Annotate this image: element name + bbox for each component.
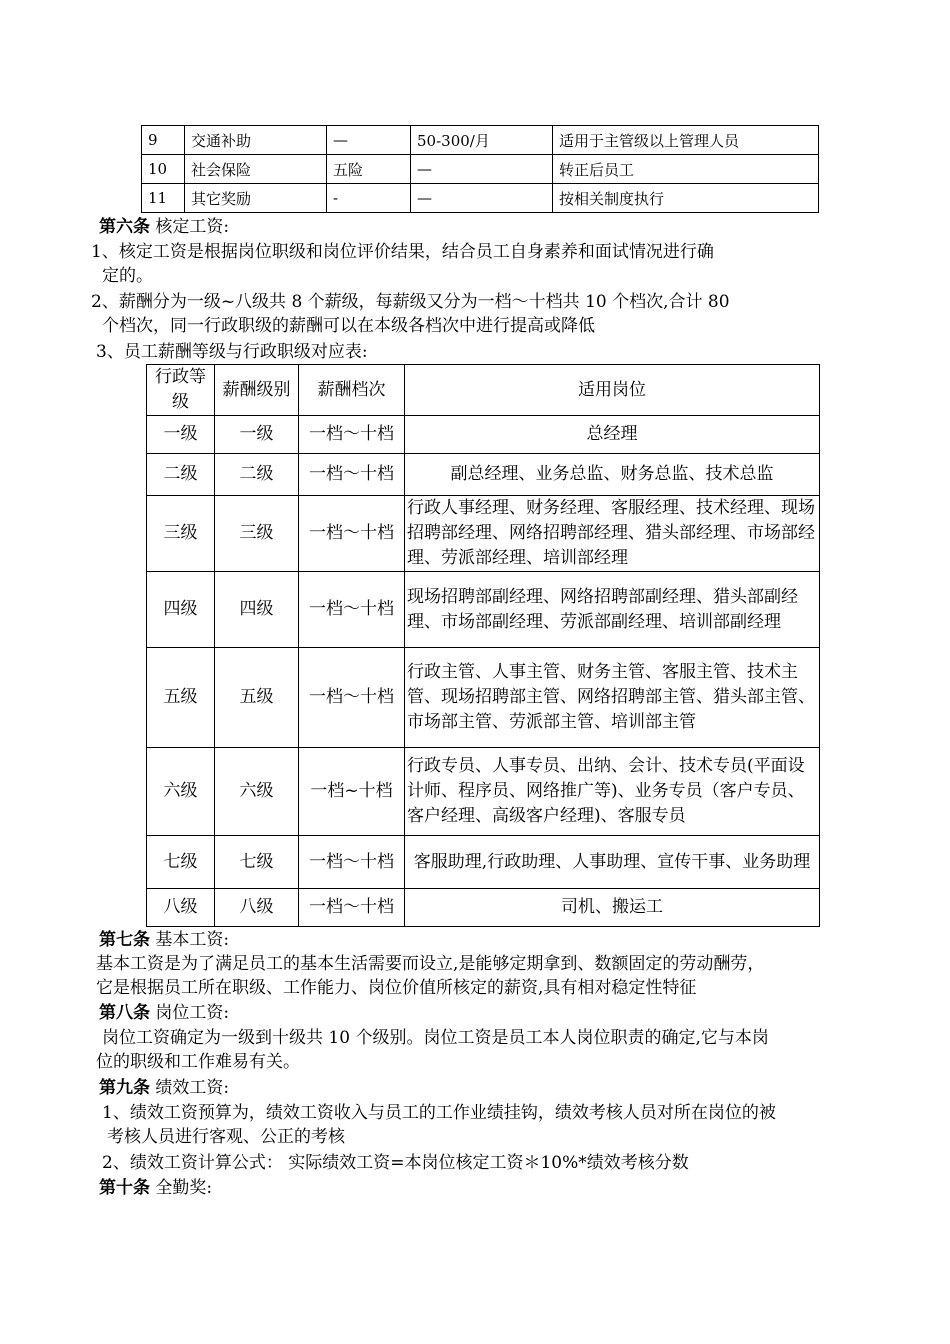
row-number: 11 — [142, 184, 185, 213]
pay-tier: 一档～十档 — [299, 889, 405, 927]
paragraph: 它是根据员工所在职级、工作能力、岗位价值所核定的薪资,具有相对稳定性特征 — [96, 978, 697, 998]
paragraph: 岗位工资确定为一级到十级共 10 个级别。岗位工资是员工本人岗位职责的确定,它与本岗 — [102, 1028, 769, 1048]
admin-grade: 三级 — [147, 496, 215, 572]
paragraph: 2、薪酬分为一级~八级共 8 个薪级，每薪级又分为一档～十档共 10 个档次,合计 80 — [91, 292, 730, 312]
admin-grade: 一级 — [147, 416, 215, 454]
item-name: 交通补助 — [185, 126, 327, 155]
pay-grade: 七级 — [215, 836, 299, 889]
header-admin-grade: 行政等级 — [147, 365, 215, 416]
item-amount: — — [411, 184, 553, 213]
paragraph: 2、绩效工资计算公式： 实际绩效工资=本岗位核定工资＊10%*绩效考核分数 — [102, 1153, 689, 1173]
paragraph: 3、员工薪酬等级与行政职级对应表: — [96, 342, 368, 362]
paragraph: 基本工资是为了满足员工的基本生活需要而设立,是能够定期拿到、数额固定的劳动酬劳， — [96, 954, 765, 974]
article-number: 第七条 — [99, 930, 150, 950]
paragraph: 1、核定工资是根据岗位职级和岗位评价结果，结合员工自身素养和面试情况进行确 — [91, 242, 714, 262]
item-note: 转正后员工 — [553, 155, 819, 184]
pay-tier: 一档～十档 — [299, 572, 405, 648]
article-number: 第六条 — [99, 217, 150, 237]
table-row — [147, 889, 820, 927]
table-row — [147, 416, 820, 454]
row-number: 9 — [142, 126, 185, 155]
pay-grade: 五级 — [215, 648, 299, 748]
item-type: — — [327, 126, 411, 155]
table-row — [147, 454, 820, 496]
pay-grade: 六级 — [215, 748, 299, 836]
pay-tier: 一档～十档 — [299, 648, 405, 748]
article-6-heading — [99, 215, 229, 239]
item-type: 五险 — [327, 155, 411, 184]
article-number: 第十条 — [99, 1178, 150, 1198]
admin-grade: 二级 — [147, 454, 215, 496]
admin-grade: 四级 — [147, 572, 215, 648]
paragraph: 个档次，同一行政职级的薪酬可以在本级各档次中进行提高或降低 — [102, 316, 595, 336]
table-row — [147, 836, 820, 889]
article-number: 第八条 — [99, 1003, 150, 1023]
pay-tier: 一档～十档 — [299, 836, 405, 889]
table-row — [147, 748, 820, 836]
admin-grade: 五级 — [147, 648, 215, 748]
positions: 客服助理,行政助理、人事助理、宣传干事、业务助理 — [405, 836, 820, 889]
pay-grade: 八级 — [215, 889, 299, 927]
header-positions: 适用岗位 — [405, 365, 820, 416]
pay-tier: 一档～十档 — [299, 454, 405, 496]
row-number: 10 — [142, 155, 185, 184]
positions: 行政主管、人事主管、财务主管、客服主管、技术主管、现场招聘部主管、网络招聘部主管、猎头部主管、市场部主管、劳派部主管、培训部主管 — [405, 648, 820, 748]
allowance-table — [141, 125, 819, 213]
positions: 行政专员、人事专员、出纳、会计、技术专员(平面设计师、程序员、网络推广等)、业务专员（客户专员、客户经理、高级客户经理)、客服专员 — [405, 748, 820, 836]
article-number: 第九条 — [99, 1078, 150, 1098]
paragraph: 1、绩效工资预算为，绩效工资收入与员工的工作业绩挂钩，绩效考核人员对所在岗位的被 — [102, 1103, 776, 1123]
article-9-heading — [99, 1076, 229, 1100]
article-10-heading — [99, 1176, 212, 1200]
positions: 司机、搬运工 — [405, 889, 820, 927]
item-type: - — [327, 184, 411, 213]
table-row — [142, 155, 819, 184]
positions: 现场招聘部副经理、网络招聘部副经理、猎头部副经理、市场部副经理、劳派部副经理、培训部副经理 — [405, 572, 820, 648]
article-title: 全勤奖: — [155, 1178, 213, 1198]
item-name: 其它奖励 — [185, 184, 327, 213]
pay-grade: 二级 — [215, 454, 299, 496]
admin-grade: 八级 — [147, 889, 215, 927]
item-amount: 50-300/月 — [411, 126, 553, 155]
positions: 行政人事经理、财务经理、客服经理、技术经理、现场招聘部经理、网络招聘部经理、猎头部经理、市场部经理、劳派部经理、培训部经理 — [405, 496, 820, 572]
positions: 副总经理、业务总监、财务总监、技术总监 — [405, 454, 820, 496]
article-7-heading — [99, 928, 229, 952]
table-row — [147, 572, 820, 648]
table-row — [147, 496, 820, 572]
table-row — [142, 184, 819, 213]
table-header-row — [147, 365, 820, 416]
article-title: 核定工资: — [155, 217, 230, 237]
positions: 总经理 — [405, 416, 820, 454]
header-pay-grade: 薪酬级别 — [215, 365, 299, 416]
item-name: 社会保险 — [185, 155, 327, 184]
table-row — [147, 648, 820, 748]
pay-tier: 一档～十档 — [299, 496, 405, 572]
article-8-heading — [99, 1001, 229, 1025]
pay-grade: 三级 — [215, 496, 299, 572]
article-title: 岗位工资: — [155, 1003, 230, 1023]
pay-tier: 一档~十档 — [299, 748, 405, 836]
item-amount: — — [411, 155, 553, 184]
item-note: 按相关制度执行 — [553, 184, 819, 213]
paragraph: 考核人员进行客观、公正的考核 — [107, 1127, 345, 1147]
article-title: 基本工资: — [155, 930, 230, 950]
pay-grade: 一级 — [215, 416, 299, 454]
header-pay-tier: 薪酬档次 — [299, 365, 405, 416]
admin-grade: 七级 — [147, 836, 215, 889]
table-row — [142, 126, 819, 155]
pay-tier: 一档～十档 — [299, 416, 405, 454]
paragraph: 定的。 — [102, 266, 153, 286]
article-title: 绩效工资: — [155, 1078, 230, 1098]
paragraph: 位的职级和工作难易有关。 — [96, 1052, 300, 1072]
pay-grade: 四级 — [215, 572, 299, 648]
salary-grade-table — [146, 364, 820, 927]
admin-grade: 六级 — [147, 748, 215, 836]
item-note: 适用于主管级以上管理人员 — [553, 126, 819, 155]
